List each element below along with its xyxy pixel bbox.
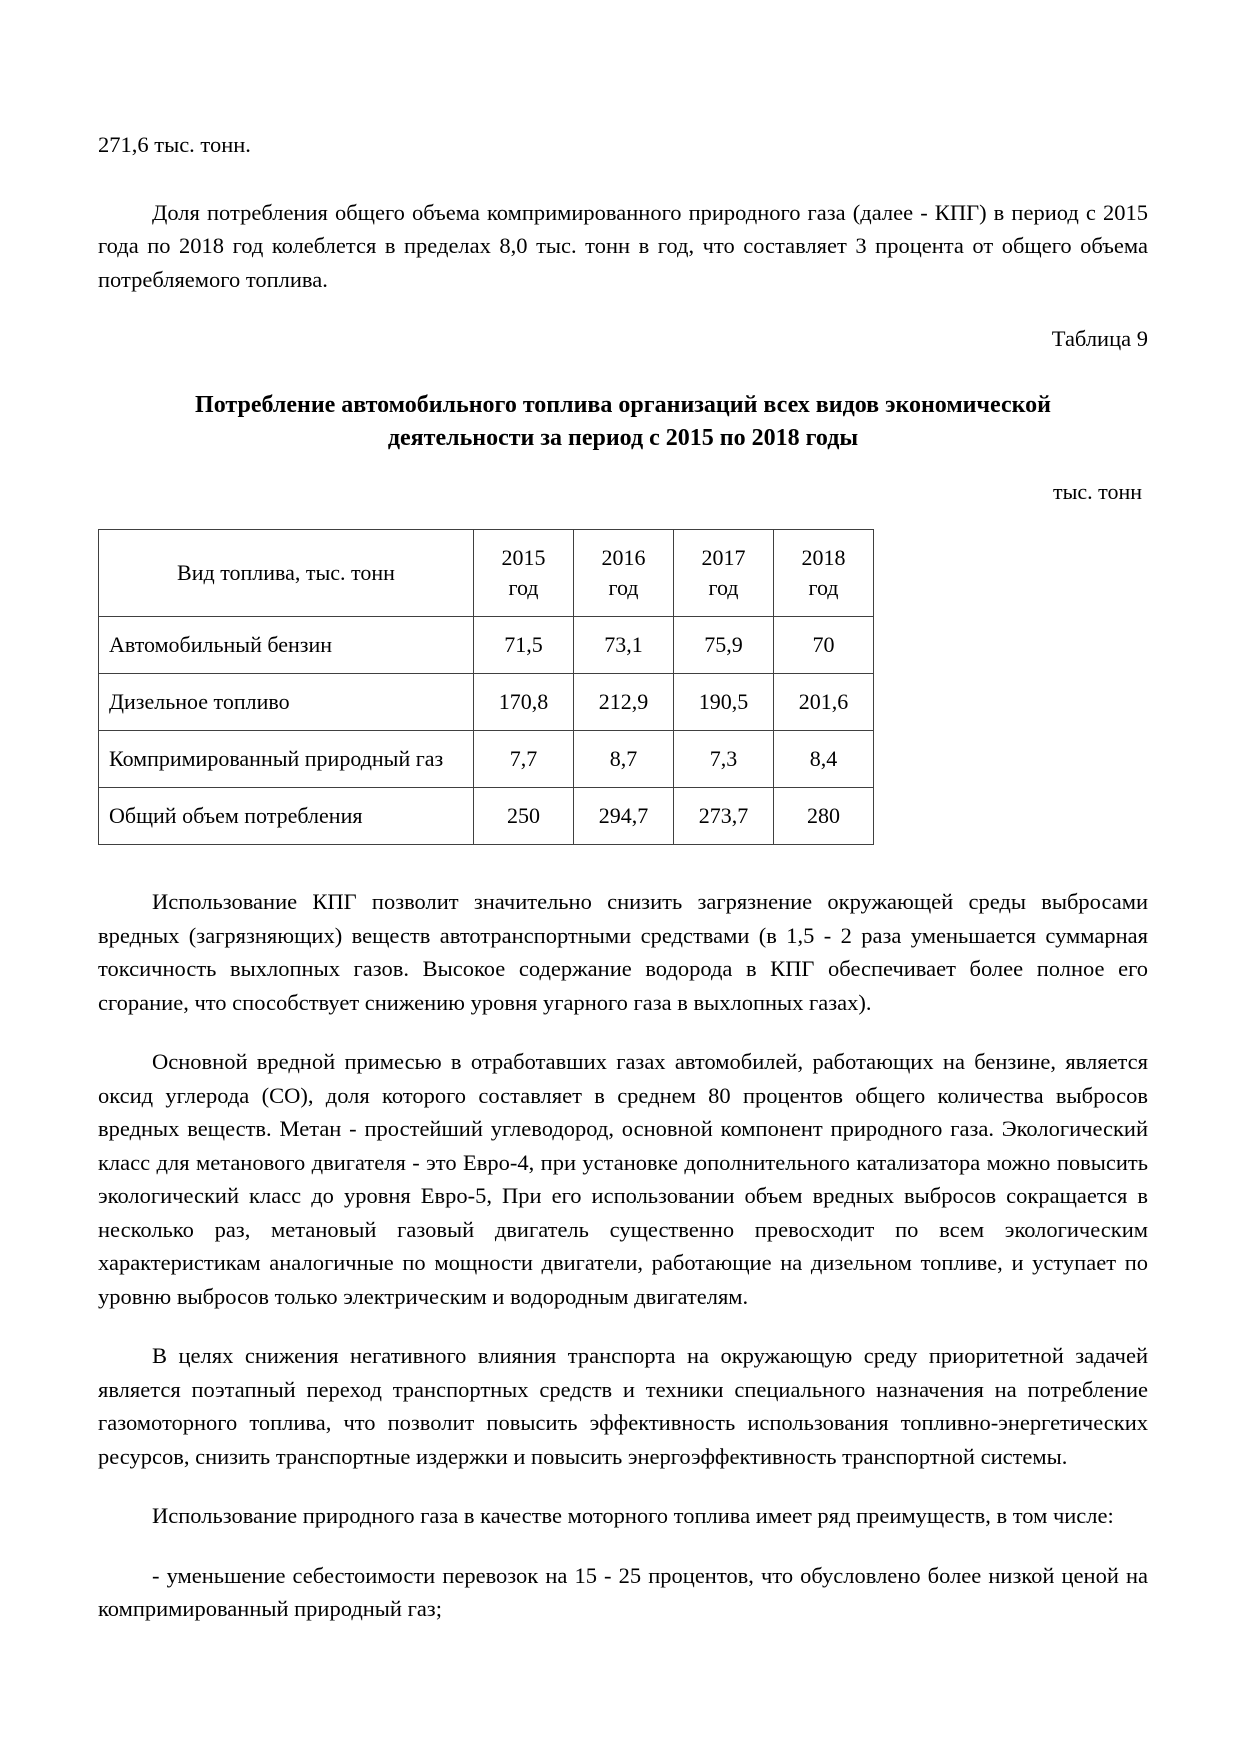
cell-total-2016: 294,7 xyxy=(574,788,674,845)
paragraph-advantage-cost: - уменьшение себестоимости перевозок на 15 - 25 процентов, что обусловлено более низкой ценой на компримированный природный газ; xyxy=(98,1562,1148,1621)
cell-cng-2017: 7,3 xyxy=(674,731,774,788)
row-label-petrol: Автомобильный бензин xyxy=(99,617,474,674)
body-text-block xyxy=(98,885,1148,1626)
cell-diesel-2017: 190,5 xyxy=(674,674,774,731)
paragraph-emissions: Основной вредной примесью в отработавших газах автомобилей, работающих на бензине, является оксид углерода (СО), доля которого составляет в среднем 80 процентов общего количества выбросов вредных веществ. Метан - простейший углеводород, основной компонент природного газа. Экологический класс для метанового двигателя - это Евро-4, при установке дополнительного катализатора можно повысить экологический класс до уровня Евро-5, При его использовании объем вредных выбросов сокращается в несколько раз, метановый газовый двигатель существенно превосходит по всем экологическим характеристикам аналогичные по мощности двигатели, работающие на дизельном топливе, и уступает по уровню выбросов только электрическим и водородным двигателям. xyxy=(98,1049,1148,1309)
cell-total-2015: 250 xyxy=(474,788,574,845)
table-header-row xyxy=(99,530,874,617)
cell-cng-2015: 7,7 xyxy=(474,731,574,788)
cell-petrol-2015: 71,5 xyxy=(474,617,574,674)
table-number-label: Таблица 9 xyxy=(1051,326,1148,351)
row-label-cng: Компримированный природный газ xyxy=(99,731,474,788)
table-row xyxy=(99,617,874,674)
cell-total-2017: 273,7 xyxy=(674,788,774,845)
column-header-2016: 2016 год xyxy=(574,530,674,617)
cell-cng-2016: 8,7 xyxy=(574,731,674,788)
cell-petrol-2017: 75,9 xyxy=(674,617,774,674)
column-header-fuel-type: Вид топлива, тыс. тонн xyxy=(99,530,474,617)
table-row xyxy=(99,788,874,845)
row-label-diesel: Дизельное топливо xyxy=(99,674,474,731)
cell-petrol-2016: 73,1 xyxy=(574,617,674,674)
paragraph-advantages-intro: Использование природного газа в качестве моторного топлива имеет ряд преимуществ, в том числе: xyxy=(152,1503,1114,1528)
cell-petrol-2018: 70 xyxy=(774,617,874,674)
lead-line: 271,6 тыс. тонн. xyxy=(98,132,251,157)
paragraph-cng-benefits: Использование КПГ позволит значительно снизить загрязнение окружающей среды выбросами вредных (загрязняющих) веществ автотранспортными средствами (в 1,5 - 2 раза уменьшается суммарная токсичность выхлопных газов. Высокое содержание водорода в КПГ обеспечивает более полное его сгорание, что способствует снижению уровня угарного газа в выхлопных газах). xyxy=(98,889,1148,1015)
column-header-2018: 2018 год xyxy=(774,530,874,617)
column-header-2017: 2017 год xyxy=(674,530,774,617)
cell-diesel-2018: 201,6 xyxy=(774,674,874,731)
table-units-label: тыс. тонн xyxy=(1052,479,1142,504)
cell-total-2018: 280 xyxy=(774,788,874,845)
cell-diesel-2016: 212,9 xyxy=(574,674,674,731)
fuel-consumption-table xyxy=(98,529,874,845)
cell-cng-2018: 8,4 xyxy=(774,731,874,788)
row-label-total: Общий объем потребления xyxy=(99,788,474,845)
table-row xyxy=(99,674,874,731)
table-title: Потребление автомобильного топлива организаций всех видов экономической деятельности за период с 2015 по 2018 годы xyxy=(195,392,1051,451)
intro-paragraph: Доля потребления общего объема компримированного природного газа (далее - КПГ) в период с 2015 года по 2018 год колеблется в пределах 8,0 тыс. тонн в год, что составляет 3 процента от общего объема потребляемого топлива. xyxy=(98,199,1148,292)
cell-diesel-2015: 170,8 xyxy=(474,674,574,731)
paragraph-transition-goals: В целях снижения негативного влияния транспорта на окружающую среду приоритетной задачей является поэтапный переход транспортных средств и техники специального назначения на потребление газомоторного топлива, что позволит повысить эффективность использования топливно-энергетических ресурсов, снизить транспортные издержки и повысить энергоэффективность транспортной системы. xyxy=(98,1343,1148,1469)
column-header-2015: 2015 год xyxy=(474,530,574,617)
table-row xyxy=(99,731,874,788)
